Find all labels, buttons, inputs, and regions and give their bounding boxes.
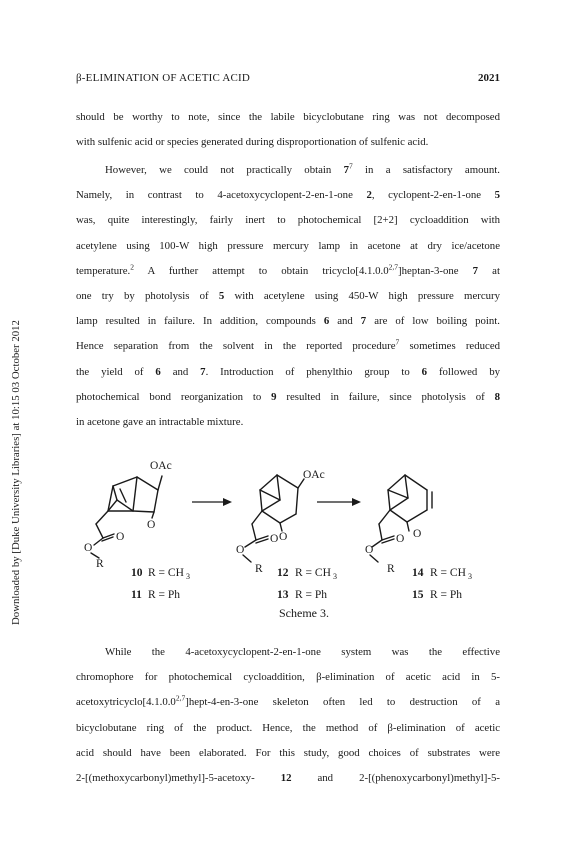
caption-10: R = CH — [148, 567, 184, 579]
para2-line-3: was, quite interestingly, fairly inert to photochemical [2+2] cycloaddition with — [76, 214, 500, 227]
para3-line-5: acid should have been elaborated. For this study, good choices of substrates were — [76, 746, 500, 759]
ester-o-label-12: O — [270, 533, 279, 545]
r-label-12: R — [255, 563, 263, 575]
label-10: 10 — [131, 567, 143, 579]
label-12: 12 — [277, 567, 289, 579]
arrow-head-1 — [223, 498, 232, 506]
para3-line-3: acetoxytricyclo[4.1.0.0$^{2,7}$]hept-4-en-3-one skeleton often led to destruction of a — [76, 693, 500, 709]
label-15: 15 — [412, 589, 424, 601]
para2-line-2: Namely, in contrast to 4-acetoxycyclopent-2-en-1-one 2, cyclopent-2-en-1-one 5 — [76, 189, 500, 202]
caption-13: R = Ph — [295, 589, 328, 601]
para3-line-4: bicyclobutane ring of the product. Hence, the method of β-elimination of acetic — [76, 721, 500, 734]
para2-line-11: in acetone gave an intractable mixture. — [76, 415, 244, 428]
para2-line-4: acetylene using 100-W high pressure mercury lamp in acetone at dry ice/acetone — [76, 239, 500, 252]
compound-14-structure — [370, 475, 432, 562]
caption-14-sub: 3 — [468, 572, 472, 581]
para3-line-2: chromophore for photochemical cycloaddition, β-elimination of acetic acid in 5- — [76, 671, 500, 684]
caption-11: R = Ph — [148, 589, 181, 601]
caption-12: R = CH — [295, 567, 331, 579]
label-14: 14 — [412, 567, 424, 579]
oac-label-1: OAc — [150, 460, 172, 472]
arrow-head-2 — [352, 498, 361, 506]
ketone-o-label-10: O — [147, 519, 156, 531]
para2-line-1: However, we could not practically obtain $7^7$ in a satisfactory amount. — [105, 161, 501, 176]
caption-12-sub: 3 — [333, 572, 337, 581]
page-number: 2021 — [478, 72, 500, 84]
compound-12-structure — [243, 475, 304, 562]
ester-o-label-10: O — [116, 531, 125, 543]
r-label-10: R — [96, 558, 104, 570]
ether-o-label-14: O — [365, 544, 374, 556]
caption-15: R = Ph — [430, 589, 463, 601]
para2-line-6: one try by photolysis of 5 with acetylene using 450-W high pressure mercury — [76, 289, 501, 302]
para1-line-1: should be worthy to note, since the labile bicyclobutane ring was not decomposed — [76, 111, 500, 123]
ether-o-label-12: O — [236, 544, 245, 556]
ketone-o-label-14: O — [413, 528, 422, 540]
ketone-o-label-12: O — [279, 531, 288, 543]
download-watermark: Downloaded by [Duke University Libraries] at 10:15 03 October 2012 — [10, 320, 22, 625]
para2-line-10: photochemical bond reorganization to 9 resulted in failure, since photolysis of 8 — [76, 390, 500, 403]
para1-line-2: with sulfenic acid or species generated during disproportionation of sulfenic acid. — [76, 136, 429, 149]
compound-10-structure — [91, 476, 162, 558]
para3-line-1: While the 4-acetoxycyclopent-2-en-1-one system was the effective — [105, 646, 500, 658]
label-11: 11 — [131, 589, 142, 601]
para2-line-8: Hence separation from the solvent in the reported procedure$^7$ sometimes reduced — [76, 337, 501, 353]
para2-line-9: the yield of 6 and 7. Introduction of phenylthio group to 6 followed by — [76, 365, 500, 378]
label-13: 13 — [277, 589, 289, 601]
caption-10-sub: 3 — [186, 572, 190, 581]
para2-line-7: lamp resulted in failure. In addition, compounds 6 and 7 are of low boiling point. — [76, 315, 500, 328]
scheme-caption: Scheme 3. — [279, 606, 329, 620]
oac-label-2: OAc — [303, 469, 325, 481]
running-title: β-ELIMINATION OF ACETIC ACID — [76, 72, 251, 84]
para3-line-6: 2-[(methoxycarbonyl)methyl]-5-acetoxy- 12 and 2-[(phenoxycarbonyl)methyl]-5- — [76, 771, 500, 784]
r-label-14: R — [387, 563, 395, 575]
paragraph-3 — [76, 640, 500, 791]
ester-o-label-14: O — [396, 533, 405, 545]
ether-o-label-10: O — [84, 542, 93, 554]
para2-line-5: temperature.$^2$ A further attempt to obtain tricyclo[4.1.0.0$^{2,7}$]heptan-3-one 7 at — [76, 262, 500, 277]
caption-14: R = CH — [430, 567, 466, 579]
